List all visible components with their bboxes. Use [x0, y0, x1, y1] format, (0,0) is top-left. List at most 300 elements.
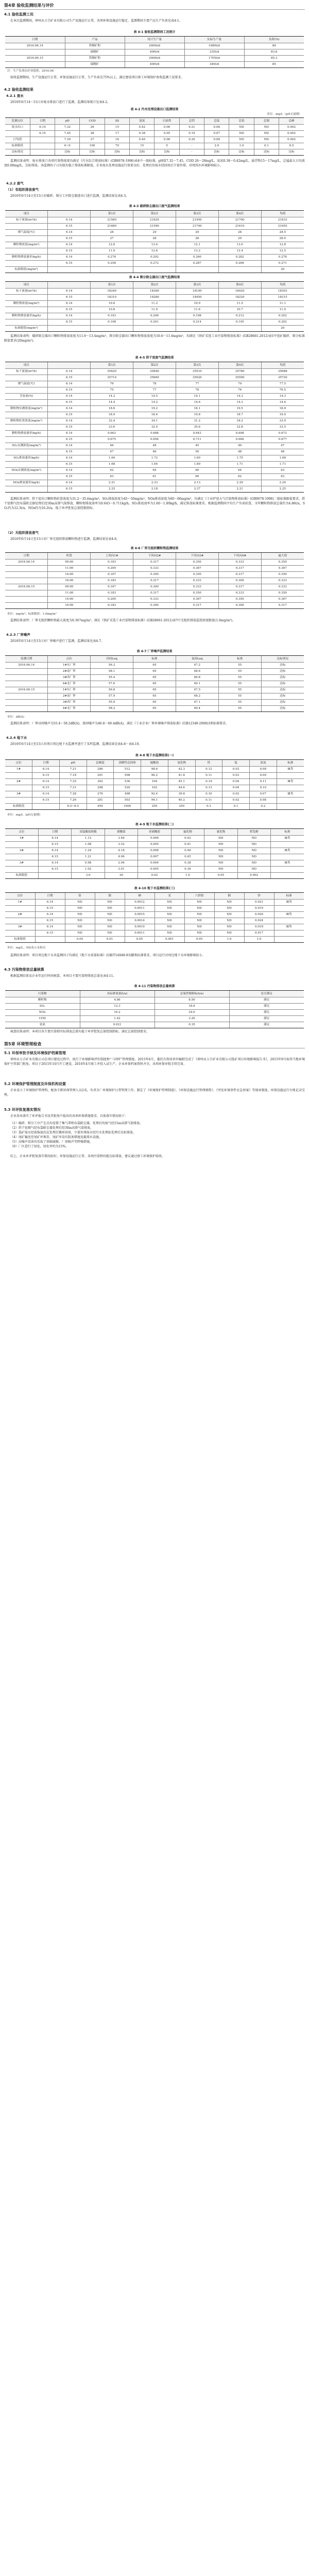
table-cell: 14.3: [218, 399, 261, 405]
table-cell: 48.2: [176, 693, 218, 699]
table-cell: 2#南厂界: [48, 693, 91, 699]
table-cell: 6.14: [48, 467, 91, 473]
table-cell: 铁精矿粉: [65, 55, 125, 61]
table-cell: 3.01: [105, 866, 138, 872]
table-cell: 35920: [176, 375, 218, 381]
table-cell: 10.9: [176, 300, 218, 307]
table-cell: [30, 149, 55, 155]
table-cell: 0.268: [218, 260, 261, 266]
table-header-cell: 日期: [38, 829, 71, 835]
table-header-cell: 点位: [48, 656, 91, 662]
table-cell: 60: [176, 467, 218, 473]
table-header-cell: 标准: [271, 829, 304, 835]
table-header-cell: 均值: [261, 362, 304, 368]
table-row: [5, 693, 304, 699]
table-cell: 6.15: [35, 930, 65, 936]
table-cell: 6.15: [48, 473, 91, 480]
chapter-title: 第5章 环境管理检查: [4, 1042, 42, 1046]
table-row: [5, 565, 304, 571]
table-header-cell: 时段: [48, 553, 91, 559]
table-cell: 57.9: [91, 693, 133, 699]
table-cell: 0.10: [195, 791, 222, 797]
table-cell: 11:00: [48, 565, 91, 571]
table-cell: 0.183: [91, 559, 133, 565]
table-cell: 42.3: [168, 766, 195, 772]
table-header-cell: 标准: [277, 760, 304, 766]
table-cell: 7.39: [55, 137, 80, 143]
table-row: [5, 381, 304, 387]
table-cell: 0.675: [91, 436, 133, 443]
table-cell: 18280: [133, 294, 176, 300]
table-header-cell: 第3次: [176, 211, 218, 217]
paragraph: 2016年6月14日至15日对厂界无组织排放颗粒物进行监测，监测结果见表4-6。: [10, 537, 120, 541]
table-cell: 0.1: [254, 143, 279, 149]
table-cell: ND: [254, 137, 279, 143]
table-cell: 1.42: [80, 1015, 154, 1022]
table-row: [5, 149, 304, 155]
table-row: [5, 294, 304, 300]
table-cell: 11.0: [133, 307, 176, 313]
table-cell: [5, 590, 48, 596]
table-header-cell: 项目: [5, 362, 48, 368]
table-cell: 0.193: [91, 313, 133, 319]
table-cell: 13.4: [133, 242, 176, 248]
table-cell: 6.14: [48, 418, 91, 424]
table-header-cell: SS: [105, 118, 129, 124]
table-cell: 33.6: [91, 424, 133, 430]
table-cell: 0.02: [222, 791, 250, 797]
table-cell: 529: [114, 785, 141, 791]
paragraph: 监测结果表明：项目周边地下水各监测因子均满足《地下水质量标准》(GB/T14848-93)Ⅲ类标准要求，项目运行对周边地下水环境影响较小。: [10, 954, 205, 957]
table-caption: 表 4-7 厂界噪声监测结果: [136, 650, 173, 653]
table-caption: 表 4-6 厂界无组织颗粒物监测结果: [130, 547, 179, 550]
table-row: [5, 313, 304, 319]
table-cell: 3.0: [72, 872, 105, 878]
table-cell: 34.1: [133, 418, 176, 424]
table-cell: [271, 866, 304, 872]
table-cell: [35, 936, 65, 942]
table-cell: 84: [244, 43, 304, 49]
table-cell: 63: [261, 467, 304, 473]
table-cell: 18.9: [91, 412, 133, 418]
table-cell: 7.28: [59, 791, 87, 797]
table-cell: 2016.06.15: [5, 687, 48, 693]
table-cell: ND: [214, 918, 244, 924]
table-cell: 0.282: [218, 254, 261, 260]
table-cell: 0.09: [249, 772, 277, 778]
table-cell: 0.711: [176, 436, 218, 443]
table-header-cell: 夜间Leq: [176, 656, 218, 662]
table-cell: 1.68: [261, 455, 304, 461]
table-cell: 达标: [229, 149, 254, 155]
table-header-cell: [48, 282, 91, 288]
table-caption: 表 4-3 破碎除尘器出口废气监测结果: [129, 205, 180, 208]
table-cell: 7.35: [59, 778, 87, 785]
table-note: 单位：mg/L（pH无量纲）: [7, 814, 42, 817]
table-cell: 6.15: [32, 797, 60, 803]
table-cell: 14:00: [48, 596, 91, 602]
table-cell: SO₂实测浓度(mg/m³): [5, 443, 48, 449]
table-cell: ND: [154, 899, 184, 905]
table-cell: 100: [80, 143, 105, 149]
table-cell: [5, 699, 48, 705]
table-row: [5, 288, 304, 294]
table-cell: 1#: [5, 899, 35, 905]
table-cell: 0.005: [138, 866, 171, 872]
table-row: [5, 223, 304, 229]
table-cell: 3.52: [105, 841, 138, 848]
table-header-row: [5, 282, 304, 288]
table-cell: 1000: [114, 803, 141, 809]
table-row: [5, 418, 304, 424]
table-cell: [5, 565, 48, 571]
table-cell: 286: [87, 766, 114, 772]
data-table: [5, 552, 304, 609]
table-header-row: [5, 118, 304, 124]
table-cell: 0.367: [261, 565, 304, 571]
table-cell: 21820: [133, 217, 176, 223]
table-header-cell: 汞: [154, 893, 184, 899]
table-cell: 79: [218, 381, 261, 387]
table-cell: 98.6: [141, 766, 168, 772]
table-cell: 0.19: [179, 130, 204, 137]
table-cell: [5, 854, 38, 860]
table-header-cell: 第4次: [218, 362, 261, 368]
table-header-cell: 锌: [244, 893, 274, 899]
table-header-row: [5, 553, 304, 559]
table-cell: 0.42: [171, 835, 204, 841]
table-cell: 35710: [91, 375, 133, 381]
table-cell: 6.14: [32, 766, 60, 772]
table-cell: [5, 294, 48, 300]
table-cell: 0.183: [91, 578, 133, 584]
table-cell: 32.8: [218, 424, 261, 430]
table-cell: 0.07: [249, 791, 277, 797]
table-cell: [5, 772, 32, 778]
table-header-cell: 氨氮: [130, 118, 154, 124]
table-cell: 烟气温度(℃): [5, 229, 48, 235]
table-cell: 12.6: [133, 248, 176, 254]
section-heading: 4.3 污染物排放总量核算: [4, 968, 44, 972]
table-cell: [5, 918, 35, 924]
table-cell: 6.15: [48, 486, 91, 492]
table-cell: ND: [95, 905, 125, 911]
table-cell: ND: [184, 924, 214, 930]
table-cell: 0.38: [171, 860, 204, 866]
table-cell: 0.167: [91, 584, 133, 590]
table-cell: 2.24: [261, 480, 304, 486]
table-row: [5, 217, 304, 223]
table-cell: 0.333: [133, 596, 176, 602]
table-header-cell: 监测日期: [5, 656, 48, 662]
table-cell: 56.3: [91, 662, 133, 668]
table-header-cell: 标准: [133, 656, 176, 662]
table-cell: 63: [261, 473, 304, 480]
table-cell: 8.50: [154, 997, 229, 1003]
table-cell: 50: [176, 449, 218, 455]
table-cell: 0.46: [171, 848, 204, 854]
table-cell: 83.8: [244, 49, 304, 55]
table-cell: 6.15: [35, 918, 65, 924]
table-header-cell: 达标情况: [261, 656, 304, 662]
table-header-cell: 六价铬: [184, 893, 214, 899]
table-header-cell: 铜: [214, 893, 244, 899]
table-header-cell: 日期: [5, 37, 65, 43]
table-cell: SO₂: [5, 1003, 80, 1009]
table-cell: 1.0: [244, 936, 274, 942]
table-row: [5, 55, 304, 61]
table-row: [5, 130, 304, 137]
table-cell: 0.276: [91, 254, 133, 260]
table-row: [5, 797, 304, 803]
table-cell: 18.4: [133, 412, 176, 418]
table-header-cell: 日期: [35, 893, 65, 899]
table-cell: 2.21: [91, 480, 133, 486]
table-cell: 21633: [261, 217, 304, 223]
table-cell: 0.021: [244, 899, 274, 905]
table-cell: 6~9: [55, 143, 80, 149]
paragraph: 企业设立了环境保护管理科，配备专职环保管理人员2名，负责全厂环境保护日常管理工作。制定了《环境保护管理制度》、《环保设施运行管理规程》、《突发环境事件应急预案》等规章制度，环保设施运行台账记录完整。: [4, 1089, 305, 1097]
table-cell: Ⅲ类: [274, 899, 304, 905]
table-cell: 氨氮: [5, 1022, 80, 1028]
table-header-cell: 第1次: [91, 362, 133, 368]
table-cell: 291: [87, 772, 114, 778]
table-caption: 表 4-5 烘干窑废气监测结果: [135, 356, 174, 360]
table-cell: 26: [80, 124, 105, 130]
table-cell: 0.317: [218, 584, 261, 590]
table-cell: ND: [237, 841, 270, 848]
table-header-cell: 总砷: [279, 118, 304, 124]
table-cell: NOx: [5, 1009, 80, 1015]
table-cell: [5, 486, 48, 492]
list-item: （2）烘干窑烟气经布袋除尘器处理后经30m高排气筒排放。: [10, 1126, 94, 1130]
table-cell: [274, 930, 304, 936]
table-cell: 46: [133, 449, 176, 455]
table-cell: [5, 473, 48, 480]
table-cell: [5, 674, 48, 681]
table-cell: 6.14: [35, 924, 65, 930]
table-row: [5, 235, 304, 242]
table-cell: ND: [204, 848, 237, 854]
table-cell: 65: [133, 662, 176, 668]
table-cell: 0.260: [176, 254, 218, 260]
table-cell: NOx实测浓度(mg/m³): [5, 467, 48, 473]
table-cell: 0.333: [261, 584, 304, 590]
table-cell: 6.15: [48, 307, 91, 313]
table-cell: 达标: [261, 693, 304, 699]
table-cell: ND: [214, 924, 244, 930]
table-cell: 6.14: [48, 393, 91, 399]
table-cell: [5, 866, 38, 872]
table-cell: 达标: [154, 149, 179, 155]
table-cell: [5, 602, 48, 608]
table-cell: [218, 325, 261, 331]
table-cell: 0.677: [261, 436, 304, 443]
table-cell: 0.367: [176, 565, 218, 571]
table-header-cell: 总锰: [204, 118, 229, 124]
table-row: [5, 835, 304, 841]
table-row: [5, 674, 304, 681]
table-cell: 0.021: [80, 1022, 154, 1028]
table-cell: 2#: [5, 848, 38, 854]
table-cell: 49.4: [176, 705, 218, 711]
table-cell: 颗粒物: [5, 997, 80, 1003]
table-cell: 18360: [133, 288, 176, 294]
data-table: [5, 210, 304, 273]
table-cell: 3.20: [154, 1015, 229, 1022]
table-cell: 49: [218, 443, 261, 449]
table-cell: 1.0: [229, 143, 254, 149]
table-cell: 2.37: [176, 486, 218, 492]
table-cell: 58.1: [91, 668, 133, 674]
table-cell: 6.15: [48, 235, 91, 242]
table-row: [5, 578, 304, 584]
table-row: [5, 848, 304, 854]
table-cell: 39.8: [168, 791, 195, 797]
table-row: [5, 143, 304, 149]
table-header-cell: 点位: [5, 893, 35, 899]
table-cell: 512: [114, 766, 141, 772]
table-cell: [5, 260, 48, 266]
table-header-cell: 第3次: [176, 282, 218, 288]
table-cell: 标准限值: [5, 143, 30, 149]
table-cell: 0.40: [130, 137, 154, 143]
table-header-cell: 标准: [274, 893, 304, 899]
table-header-cell: 均值: [261, 282, 304, 288]
table-cell: 0.08: [204, 124, 229, 130]
table-cell: 65: [133, 674, 176, 681]
table-header-cell: 总镉: [254, 118, 279, 124]
table-cell: [5, 681, 48, 687]
list-item: （3）选矿废水经浓缩池沉淀处理后循环回用，少量外排废水经污水处理站处理后达标排放。: [10, 1131, 136, 1134]
table-cell: [274, 905, 304, 911]
table-cell: 0.002: [279, 137, 304, 143]
table-cell: 14.6: [176, 399, 218, 405]
table-cell: 0.05: [204, 872, 237, 878]
table-cell: 7.32: [55, 124, 80, 130]
table-row: [5, 841, 304, 848]
table-cell: 满足: [229, 997, 304, 1003]
data-table: [5, 655, 304, 712]
table-row: [5, 905, 304, 911]
chapter-title: 第4章 验收监测结果与评价: [4, 3, 54, 8]
table-cell: 6.14: [48, 254, 91, 260]
table-cell: 6.14: [38, 860, 71, 866]
table-cell: 14.5: [133, 393, 176, 399]
table-cell: 21740: [176, 223, 218, 229]
table-cell: 16: [105, 137, 129, 143]
section-heading: 4.1 验收监测工况: [4, 12, 33, 16]
table-cell: 0.201: [133, 319, 176, 325]
table-cell: 65: [133, 705, 176, 711]
table-row: [5, 936, 304, 942]
table-cell: 21680: [91, 223, 133, 229]
table-cell: 0.200: [91, 565, 133, 571]
table-cell: 47: [261, 443, 304, 449]
table-cell: 18.6: [154, 1003, 229, 1009]
table-cell: Ⅲ类: [271, 860, 304, 866]
table-cell: 6.14: [48, 229, 91, 235]
table-cell: 503: [114, 797, 141, 803]
table-cell: [5, 319, 48, 325]
table-cell: 0.98: [72, 860, 105, 866]
table-cell: [5, 449, 48, 455]
table-row: [5, 61, 304, 67]
table-cell: 6.15: [48, 319, 91, 325]
table-cell: 102: [141, 785, 168, 791]
table-row: [5, 872, 304, 878]
table-cell: 18450: [176, 294, 218, 300]
table-cell: 35688: [261, 368, 304, 375]
table-cell: 0.688: [133, 430, 176, 436]
table-cell: 35.6: [176, 424, 218, 430]
table-cell: 508: [114, 772, 141, 778]
table-header-cell: 石油类: [154, 118, 179, 124]
paragraph: 在本次监测期间，神州永万合矿业有限公司生产设施运行正常，各项环保设施运行稳定，监测期间主要产品生产负荷见表4-1。: [10, 19, 182, 23]
table-cell: 0.1: [222, 803, 250, 809]
table-header-cell: 项目: [5, 211, 48, 217]
table-cell: 0.317: [261, 602, 304, 608]
subsection-heading: 4.2.2 废气: [6, 181, 24, 185]
table-row: [5, 319, 304, 325]
table-cell: 21610: [218, 223, 261, 229]
table-cell: 0.278: [261, 254, 304, 260]
table-cell: ND: [95, 924, 125, 930]
table-cell: 536: [114, 778, 141, 785]
table-cell: 6.15: [48, 461, 91, 467]
table-cell: 0.317: [218, 571, 261, 578]
table-cell: 21450: [176, 217, 218, 223]
table-cell: 废水出口: [5, 124, 30, 130]
paragraph: 综上，企业环评批复落实情况较好，环保设施运行正常，各项污染物均能达标排放，建议通过竣工环境保护验收。: [10, 1155, 165, 1158]
table-row: [5, 590, 304, 596]
table-header-cell: 氯化物: [168, 760, 195, 766]
table-header-cell: 铅: [65, 893, 95, 899]
table-cell: [5, 668, 48, 674]
table-cell: 35620: [91, 368, 133, 375]
table-cell: 75: [91, 387, 133, 393]
table-row: [5, 571, 304, 578]
table-cell: 0.333: [133, 565, 176, 571]
table-row: [5, 430, 304, 436]
table-cell: 0.367: [261, 596, 304, 602]
table-cell: 0.026: [244, 911, 274, 918]
table-cell: 11.0: [261, 307, 304, 313]
table-cell: 1.12: [72, 835, 105, 841]
table-cell: ND: [237, 866, 270, 872]
table-row: [5, 405, 304, 412]
table-cell: 0.005: [138, 841, 171, 848]
table-cell: 1.68: [91, 461, 133, 467]
table-cell: 6.14: [48, 313, 91, 319]
table-row: [5, 473, 304, 480]
table-cell: ND: [254, 130, 279, 137]
table-cell: 55: [218, 674, 261, 681]
table-cell: 6.14: [32, 778, 60, 785]
table-cell: 6.15: [48, 223, 91, 229]
table-cell: 6.15: [48, 294, 91, 300]
table-cell: 1.24: [72, 848, 105, 854]
table-cell: 0.04: [222, 785, 250, 791]
table-header-cell: 第4次: [218, 282, 261, 288]
table-cell: 58.2: [91, 705, 133, 711]
table-row: [5, 997, 304, 1003]
table-header-cell: 下风向3#: [176, 553, 218, 559]
table-cell: 0.317: [176, 602, 218, 608]
table-row: [5, 229, 304, 235]
table-cell: 28.0: [261, 235, 304, 242]
table-cell: 6.15: [30, 130, 55, 137]
